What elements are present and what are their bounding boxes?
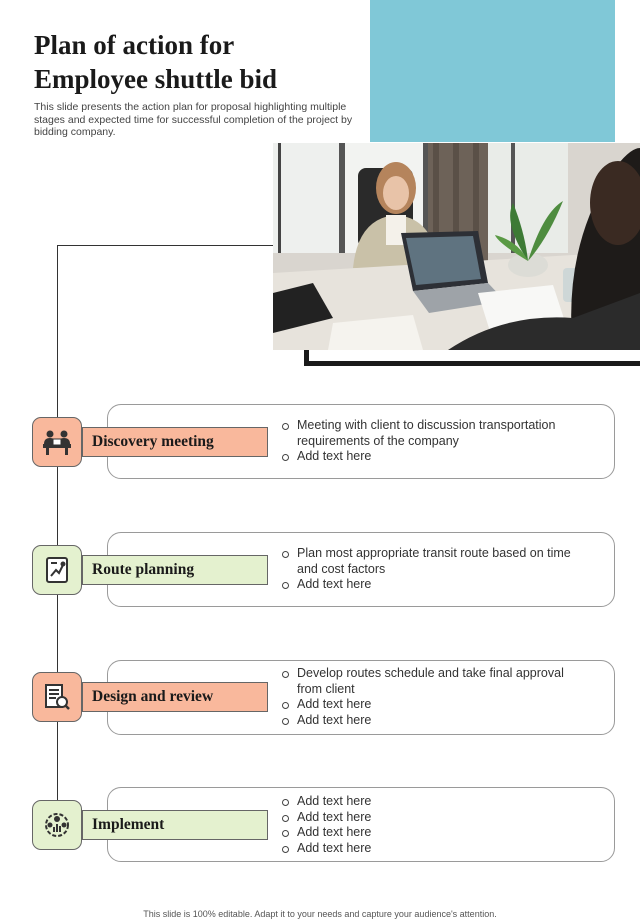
footer-note: This slide is 100% editable. Adapt it to your needs and capture your audience's attention. [143, 909, 497, 919]
bullet-item: Meeting with client to discussion transportation requirements of the company [282, 418, 592, 449]
stage-label-discovery: Discovery meeting [82, 427, 268, 457]
bullet-item: Add text here [282, 825, 592, 841]
bullet-item: Add text here [282, 449, 592, 465]
bullet-item: Develop routes schedule and take final approval from client [282, 666, 592, 697]
stage-bullets-route [282, 546, 592, 593]
page-subtitle: This slide presents the action plan for proposal highlighting multiple stages and expected time for successful completion of the project by bidding company. [34, 101, 353, 138]
stage-bullets-design [282, 666, 592, 728]
bullet-item: Add text here [282, 841, 592, 857]
stage-icon-box-design [32, 672, 82, 722]
meeting-icon [42, 428, 72, 456]
stage-bullets-discovery [282, 418, 592, 465]
timeline-line [57, 245, 58, 825]
page-title: Plan of action for Employee shuttle bid [34, 30, 278, 94]
bullet-item: Add text here [282, 697, 592, 713]
team-implement-icon [43, 811, 71, 839]
stage-label-design: Design and review [82, 682, 268, 712]
bullet-item: Plan most appropriate transit route based on time and cost factors [282, 546, 592, 577]
stage-icon-box-implement [32, 800, 82, 850]
bullet-item: Add text here [282, 577, 592, 593]
stage-label-route: Route planning [82, 555, 268, 585]
timeline-connector [57, 245, 273, 246]
bullet-item: Add text here [282, 794, 592, 810]
route-plan-icon [44, 556, 70, 584]
document-review-icon [43, 683, 71, 711]
stage-icon-box-discovery [32, 417, 82, 467]
bullet-item: Add text here [282, 810, 592, 826]
office-meeting-photo [273, 143, 640, 350]
stage-label-implement: Implement [82, 810, 268, 840]
stage-bullets-implement [282, 794, 592, 856]
stage-icon-box-route [32, 545, 82, 595]
bullet-item: Add text here [282, 713, 592, 729]
accent-block [370, 0, 615, 142]
